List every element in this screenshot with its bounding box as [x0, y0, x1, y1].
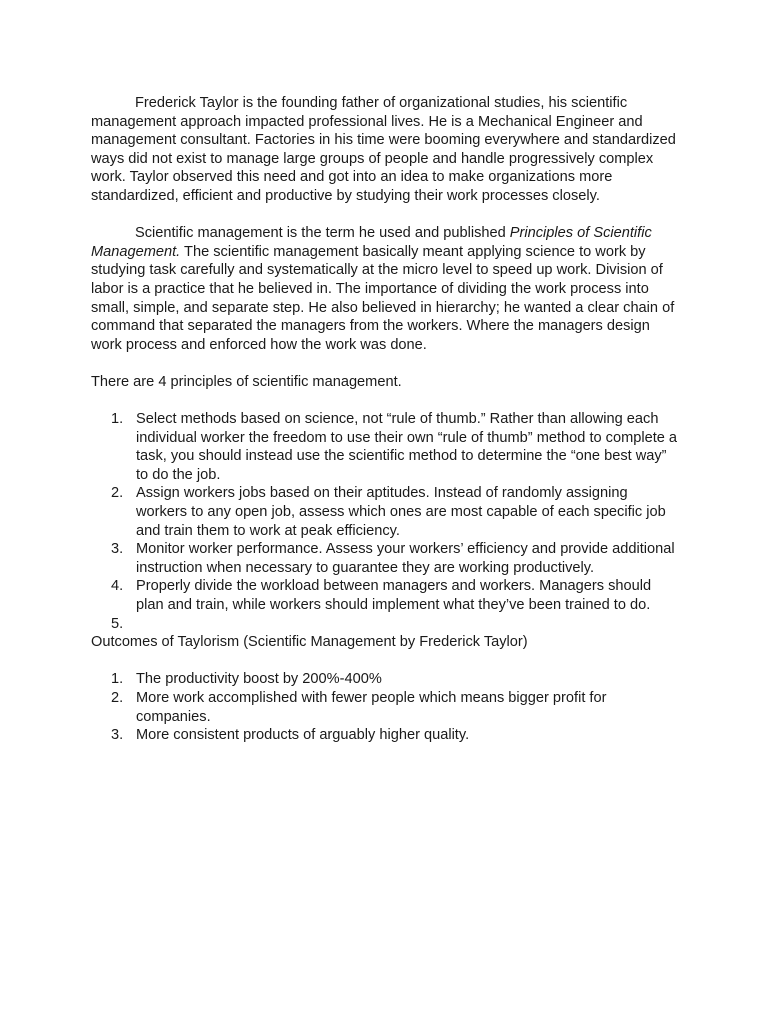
- list-item: [91, 540, 681, 577]
- list-item: [91, 484, 681, 540]
- intro-paragraph: Frederick Taylor is the founding father of organizational studies, his scientific management approach impacted professional lives. He is a Mechanical Engineer and management consultant. Factories in his time were booming everywhere and standardized ways did not exist to manage large groups of people and handle progressively complex work. Taylor observed this need and got into an idea to make organizations more standardized, efficient and productive by studying their work processes closely.: [91, 95, 676, 204]
- list-item: [91, 615, 681, 634]
- list-number: 1.: [111, 671, 124, 688]
- list-number: 3.: [111, 727, 124, 744]
- list-number: 2.: [111, 690, 124, 706]
- list-item-text: More consistent products of arguably higher quality.: [136, 727, 470, 744]
- book-title: Principles of Scientific Management.: [91, 225, 652, 260]
- list-item: [91, 410, 681, 484]
- list-item: [91, 670, 681, 689]
- principles-intro: There are 4 principles of scientific management.: [91, 373, 402, 390]
- list-number: 5.: [111, 615, 124, 632]
- document-body: [91, 94, 681, 745]
- paragraph-text-end: The scientific management basically meant applying science to work by studying task carefully and systematically at the micro level to speed up work. Division of labor is a practice that he believed in. The importance of dividing the work process into small, simple, and separate step. He also believed in hierarchy; he wanted a clear chain of command that separated the managers from the workers. Where the managers design work process and enforced how the work was done.: [91, 243, 675, 353]
- list-item: [91, 726, 681, 745]
- list-number: 4.: [111, 578, 124, 595]
- list-number: 1.: [111, 411, 124, 428]
- principles-list: [91, 410, 681, 633]
- list-item-text: Select methods based on science, not “rule of thumb.” Rather than allowing each individual worker the freedom to use their own “rule of thumb” method to complete a task, you should instead use the scientific method to determine the “one best way” to do the job.: [136, 411, 678, 483]
- list-item-text: Assign workers jobs based on their aptitudes. Instead of randomly assigning workers to any open job, assess which ones are most capable of each specific job and train them to work at peak efficiency.: [136, 485, 666, 539]
- scientific-management-paragraph: [91, 224, 681, 354]
- list-number: 3.: [111, 541, 124, 558]
- list-item-text: Properly divide the workload between managers and workers. Managers should plan and train, while workers should implement what they’ve been trained to do.: [136, 578, 652, 614]
- outcomes-heading: Outcomes of Taylorism (Scientific Management by Frederick Taylor): [91, 634, 528, 651]
- list-item: [91, 689, 681, 726]
- outcomes-list: [91, 670, 681, 744]
- list-number: 2.: [111, 485, 124, 502]
- paragraph-text-start: Scientific management is the term he used and published: [135, 225, 510, 242]
- list-item-text: The productivity boost by 200%-400%: [136, 671, 382, 688]
- list-item: [91, 577, 681, 614]
- list-item-text: More work accomplished with fewer people which means bigger profit for companies.: [136, 690, 607, 725]
- list-item-text: Monitor worker performance. Assess your workers’ efficiency and provide additional instruction when necessary to guarantee they are working productively.: [136, 541, 675, 576]
